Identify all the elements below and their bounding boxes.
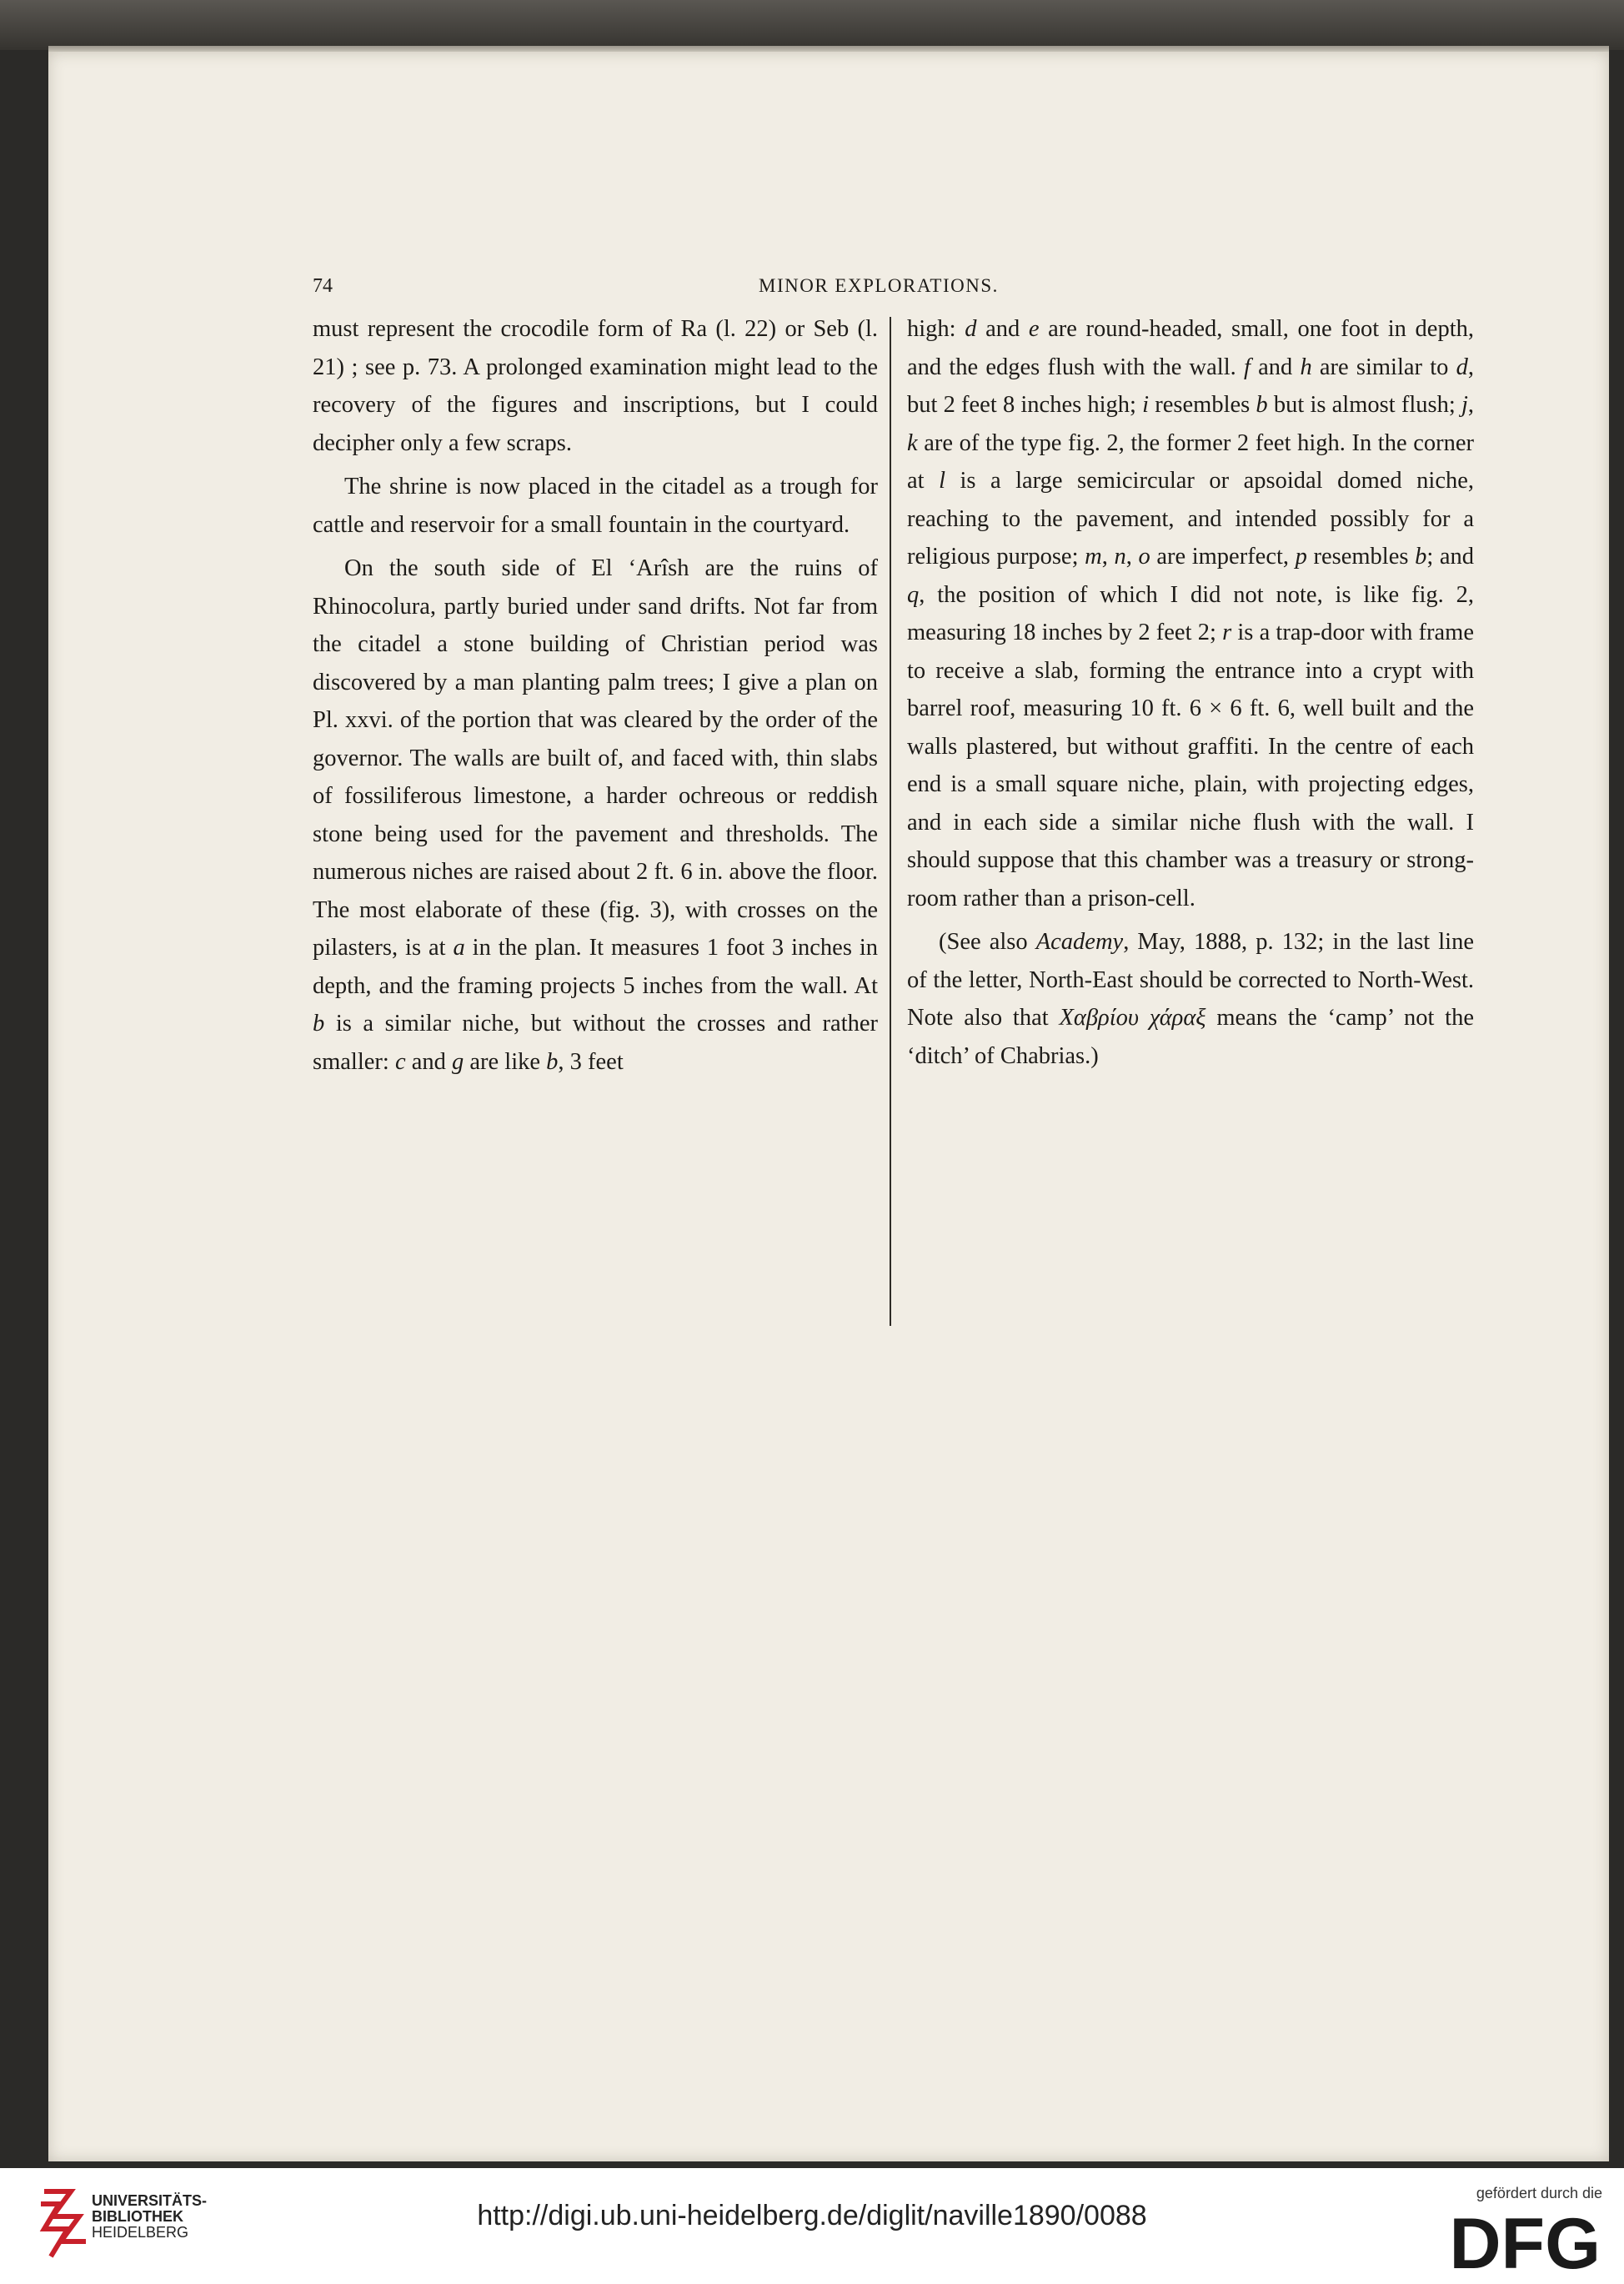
text-run: but is almost flush; <box>1267 392 1461 418</box>
text-run: and <box>976 316 1029 342</box>
plan-letter: r <box>1222 620 1232 645</box>
journal-title: Academy <box>1035 929 1124 955</box>
text-run: is a trap-door with frame to receive a slab, forming the entrance into a crypt with barrel roof, measuring 10 ft. 6 × 6 ft. 6, well built and the walls plastered, but without graffiti. In the centre of each end is a small square niche, plain, with projecting edges, and in each side a similar niche flush with the wall. I should suppose that this chamber was a treasury or strong-room rather than a prison-cell. <box>907 620 1474 911</box>
text-run: and <box>405 1048 452 1075</box>
paragraph <box>907 923 1474 1075</box>
text-run: , 3 feet <box>558 1048 624 1075</box>
text-run: are of the type fig. 2, the former 2 feet high. In the corner at <box>907 429 1474 494</box>
text-run: means the ‘camp’ not the ‘ditch’ of Chabrias.) <box>907 1005 1474 1069</box>
text-run: , <box>1125 544 1139 570</box>
paragraph <box>313 550 878 1081</box>
plan-letter: m <box>1085 544 1102 570</box>
plan-letter: b <box>546 1048 559 1075</box>
text-run: , <box>1101 544 1115 570</box>
plan-letter: c <box>394 1048 406 1075</box>
svg-text:DFG: DFG <box>1449 2208 1601 2275</box>
text-run: , <box>1467 392 1474 418</box>
text-run: resembles <box>1306 544 1416 570</box>
funded-by-label: gefördert durch die <box>1476 2185 1602 2201</box>
left-column <box>313 310 878 1081</box>
text-run: and <box>1250 354 1301 380</box>
plan-letter: p <box>1295 544 1307 570</box>
plan-letter: o <box>1138 544 1150 570</box>
plan-letter: l <box>939 468 945 494</box>
permalink-url[interactable]: http://digi.ub.uni-heidelberg.de/diglit/naville1890/0088 <box>477 2200 1147 2231</box>
plan-letter: g <box>452 1048 464 1075</box>
plan-letter: k <box>907 429 918 456</box>
text-run: are similar to <box>1311 354 1456 380</box>
paragraph: The shrine is now placed in the citadel as a trough for cattle and reservoir for a small fountain in the courtyard. <box>313 474 878 538</box>
plan-letter: j <box>1461 392 1468 418</box>
page-number: 74 <box>313 275 333 297</box>
text-run: are like <box>464 1048 547 1075</box>
plan-letter: q <box>907 581 920 608</box>
text-run: are round-headed, small, one foot in depth, and the edges flush with the wall. <box>907 316 1474 380</box>
plan-letter: b <box>1415 544 1427 570</box>
text-run: (See also <box>939 929 1036 955</box>
plan-letter: b <box>313 1011 325 1037</box>
text-run: high: <box>907 316 965 342</box>
running-title: MINOR EXPLORATIONS. <box>759 275 999 296</box>
library-line: UNIVERSITÄTS- <box>92 2192 208 2209</box>
viewer-footer <box>0 2168 1624 2284</box>
greek-phrase: Χαβρίου χάραξ <box>1059 1005 1206 1031</box>
plan-letter: f <box>1243 354 1251 380</box>
column-rule <box>890 317 891 1326</box>
text-run: On the south side of El ‘Arîsh are the ruins of Rhinocolura, partly buried under sand drifts. Not far from the citadel a stone building of Christian period was discovered by a man planting palm trees; I give a plan on Pl. xxvi. of the portion that was cleared by the order of the governor. The walls are built of, and faced with, thin slabs of fossiliferous limestone, a harder ochreous or reddish stone being used for the pavement and thresholds. The numerous niches are raised about 2 ft. 6 in. above the floor. The most elaborate of these (fig. 3), with crosses on the pilasters, is at <box>313 555 878 961</box>
plan-letter: i <box>1142 392 1150 418</box>
plan-letter: d <box>965 316 977 342</box>
plan-letter: h <box>1300 354 1312 380</box>
text-run: in the plan. It measures 1 foot 3 inches in depth, and the framing projects 5 inches from the wall. At <box>313 935 878 999</box>
plan-letter: a <box>453 935 465 961</box>
plan-letter: e <box>1028 316 1040 342</box>
library-line: BIBLIOTHEK <box>92 2208 183 2225</box>
text-run: , the position of which I did not note, is like fig. 2, measuring 18 inches by 2 feet 2; <box>907 581 1474 645</box>
library-line: HEIDELBERG <box>92 2224 189 2241</box>
paragraph: must represent the crocodile form of Ra (l. 22) or Seb (l. 21) ; see p. 73. A prolonged examination might lead to the recovery of the figures and inscriptions, but I could decipher only a few scraps. <box>313 316 878 456</box>
text-run: , May, 1888, p. 132; in the last line of the letter, North-East should be corrected to North-West. Note also that <box>907 929 1474 1031</box>
right-column <box>907 310 1474 1075</box>
paragraph <box>907 310 1474 917</box>
plan-letter: d <box>1456 354 1468 380</box>
scan-background <box>0 0 1624 50</box>
text-run: are imperfect, <box>1150 544 1296 570</box>
dfg-logo-icon <box>1419 2208 1602 2275</box>
text-run: is a similar niche, but without the crosses and rather smaller: <box>313 1011 878 1075</box>
plan-letter: n <box>1114 544 1126 570</box>
text-run: is a large semicircular or apsoidal domed niche, reaching to the pavement, and intended possibly for a religious purpose; <box>907 468 1474 570</box>
text-run: ; and <box>1426 544 1475 570</box>
running-head <box>313 275 1480 309</box>
text-run: resembles <box>1149 392 1256 418</box>
text-run: , but 2 feet 8 inches high; <box>907 354 1474 418</box>
plan-letter: b <box>1256 392 1268 418</box>
